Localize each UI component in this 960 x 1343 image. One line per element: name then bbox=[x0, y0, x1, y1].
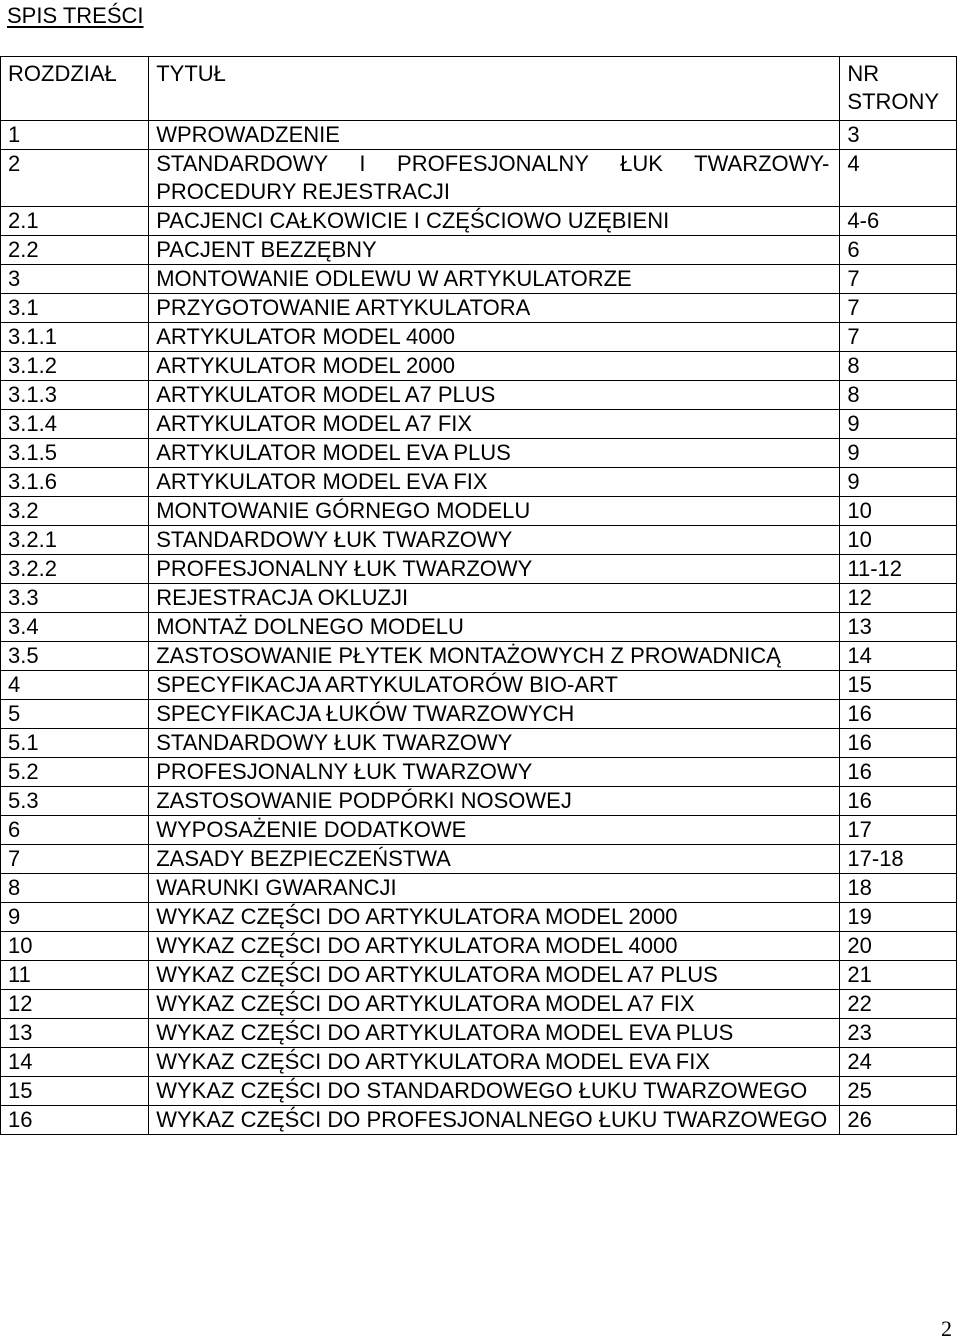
toc-page-number: 6 bbox=[840, 236, 957, 265]
toc-row bbox=[1, 150, 957, 207]
toc-entry-title: PROFESJONALNY ŁUK TWARZOWY bbox=[149, 758, 840, 787]
toc-chapter-number: 5 bbox=[1, 700, 149, 729]
toc-entry-title: WYKAZ CZĘŚCI DO PROFESJONALNEGO ŁUKU TWARZOWEGO bbox=[149, 1106, 840, 1135]
toc-entry-title: WARUNKI GWARANCJI bbox=[149, 874, 840, 903]
toc-chapter-number: 14 bbox=[1, 1048, 149, 1077]
toc-chapter-number: 7 bbox=[1, 845, 149, 874]
toc-entry-title: WYKAZ CZĘŚCI DO ARTYKULATORA MODEL EVA FIX bbox=[149, 1048, 840, 1077]
toc-entry-title: PRZYGOTOWANIE ARTYKULATORA bbox=[149, 294, 840, 323]
toc-chapter-number: 6 bbox=[1, 816, 149, 845]
toc-entry-title: SPECYFIKACJA ARTYKULATORÓW BIO-ART bbox=[149, 671, 840, 700]
toc-row bbox=[1, 758, 957, 787]
toc-row bbox=[1, 671, 957, 700]
page-number: 2 bbox=[941, 1316, 952, 1341]
toc-row bbox=[1, 990, 957, 1019]
toc-chapter-number: 3.1 bbox=[1, 294, 149, 323]
toc-row bbox=[1, 1106, 957, 1135]
toc-entry-title: ZASTOSOWANIE PODPÓRKI NOSOWEJ bbox=[149, 787, 840, 816]
toc-entry-title: MONTOWANIE ODLEWU W ARTYKULATORZE bbox=[149, 265, 840, 294]
toc-page-number: 22 bbox=[840, 990, 957, 1019]
toc-chapter-number: 4 bbox=[1, 671, 149, 700]
toc-chapter-number: 2.2 bbox=[1, 236, 149, 265]
toc-row bbox=[1, 1019, 957, 1048]
toc-page-number: 10 bbox=[840, 526, 957, 555]
toc-entry-title: STANDARDOWY I PROFESJONALNY ŁUK TWARZOWY- PROCEDURY REJESTRACJI bbox=[149, 150, 840, 207]
toc-entry-title: WYPOSAŻENIE DODATKOWE bbox=[149, 816, 840, 845]
toc-page-number: 23 bbox=[840, 1019, 957, 1048]
toc-row bbox=[1, 816, 957, 845]
toc-row bbox=[1, 903, 957, 932]
toc-entry-title: REJESTRACJA OKLUZJI bbox=[149, 584, 840, 613]
toc-chapter-number: 15 bbox=[1, 1077, 149, 1106]
toc-chapter-number: 16 bbox=[1, 1106, 149, 1135]
toc-entry-title: STANDARDOWY ŁUK TWARZOWY bbox=[149, 526, 840, 555]
toc-page-number: 18 bbox=[840, 874, 957, 903]
toc-row bbox=[1, 584, 957, 613]
toc-row bbox=[1, 121, 957, 150]
toc-page-number: 16 bbox=[840, 729, 957, 758]
toc-row bbox=[1, 874, 957, 903]
toc-chapter-number: 11 bbox=[1, 961, 149, 990]
toc-page-number: 4-6 bbox=[840, 207, 957, 236]
toc-row bbox=[1, 1077, 957, 1106]
toc-page-number: 21 bbox=[840, 961, 957, 990]
toc-page-number: 14 bbox=[840, 642, 957, 671]
toc-chapter-number: 3.1.5 bbox=[1, 439, 149, 468]
toc-row bbox=[1, 497, 957, 526]
toc-chapter-number: 3.5 bbox=[1, 642, 149, 671]
header-chapter: ROZDZIAŁ bbox=[1, 57, 149, 121]
toc-row bbox=[1, 729, 957, 758]
toc-page-number: 26 bbox=[840, 1106, 957, 1135]
toc-row bbox=[1, 410, 957, 439]
toc-chapter-number: 10 bbox=[1, 932, 149, 961]
toc-chapter-number: 2 bbox=[1, 150, 149, 207]
toc-chapter-number: 12 bbox=[1, 990, 149, 1019]
toc-chapter-number: 3.1.2 bbox=[1, 352, 149, 381]
toc-chapter-number: 8 bbox=[1, 874, 149, 903]
toc-page-number: 7 bbox=[840, 323, 957, 352]
toc-page-number: 16 bbox=[840, 700, 957, 729]
toc-entry-title: WPROWADZENIE bbox=[149, 121, 840, 150]
toc-row bbox=[1, 613, 957, 642]
toc-entry-title: ARTYKULATOR MODEL A7 PLUS bbox=[149, 381, 840, 410]
toc-chapter-number: 2.1 bbox=[1, 207, 149, 236]
toc-chapter-number: 3.2 bbox=[1, 497, 149, 526]
toc-entry-title: ARTYKULATOR MODEL EVA PLUS bbox=[149, 439, 840, 468]
toc-chapter-number: 3 bbox=[1, 265, 149, 294]
toc-row bbox=[1, 381, 957, 410]
toc-chapter-number: 5.2 bbox=[1, 758, 149, 787]
toc-page-number: 17-18 bbox=[840, 845, 957, 874]
toc-row bbox=[1, 236, 957, 265]
toc-entry-title: PACJENCI CAŁKOWICIE I CZĘŚCIOWO UZĘBIENI bbox=[149, 207, 840, 236]
toc-chapter-number: 3.4 bbox=[1, 613, 149, 642]
toc-row bbox=[1, 961, 957, 990]
toc-chapter-number: 3.1.1 bbox=[1, 323, 149, 352]
toc-page-number: 24 bbox=[840, 1048, 957, 1077]
toc-chapter-number: 5.3 bbox=[1, 787, 149, 816]
toc-row bbox=[1, 845, 957, 874]
toc-body bbox=[1, 57, 957, 1135]
toc-entry-title: WYKAZ CZĘŚCI DO STANDARDOWEGO ŁUKU TWARZOWEGO bbox=[149, 1077, 840, 1106]
toc-page-number: 13 bbox=[840, 613, 957, 642]
toc-row bbox=[1, 207, 957, 236]
toc-page-number: 20 bbox=[840, 932, 957, 961]
toc-row bbox=[1, 439, 957, 468]
toc-page-number: 9 bbox=[840, 439, 957, 468]
toc-row bbox=[1, 352, 957, 381]
toc-header-row bbox=[1, 57, 957, 121]
toc-page-number: 12 bbox=[840, 584, 957, 613]
toc-chapter-number: 13 bbox=[1, 1019, 149, 1048]
toc-page-number: 3 bbox=[840, 121, 957, 150]
toc-page-number: 16 bbox=[840, 787, 957, 816]
toc-page-number: 19 bbox=[840, 903, 957, 932]
toc-page-number: 11-12 bbox=[840, 555, 957, 584]
toc-page-number: 10 bbox=[840, 497, 957, 526]
toc-entry-title: ARTYKULATOR MODEL 4000 bbox=[149, 323, 840, 352]
toc-chapter-number: 9 bbox=[1, 903, 149, 932]
toc-page-number: 4 bbox=[840, 150, 957, 207]
toc-chapter-number: 1 bbox=[1, 121, 149, 150]
toc-page-number: 16 bbox=[840, 758, 957, 787]
toc-entry-title: WYKAZ CZĘŚCI DO ARTYKULATORA MODEL A7 FIX bbox=[149, 990, 840, 1019]
toc-entry-title: SPECYFIKACJA ŁUKÓW TWARZOWYCH bbox=[149, 700, 840, 729]
toc-entry-title: PACJENT BEZZĘBNY bbox=[149, 236, 840, 265]
toc-row bbox=[1, 642, 957, 671]
toc-chapter-number: 3.1.3 bbox=[1, 381, 149, 410]
toc-page-number: 15 bbox=[840, 671, 957, 700]
toc-row bbox=[1, 323, 957, 352]
toc-chapter-number: 3.1.6 bbox=[1, 468, 149, 497]
toc-row bbox=[1, 700, 957, 729]
toc-page-number: 7 bbox=[840, 265, 957, 294]
toc-row bbox=[1, 468, 957, 497]
toc-page-number: 17 bbox=[840, 816, 957, 845]
page-title: SPIS TREŚCI bbox=[7, 3, 144, 28]
toc-row bbox=[1, 526, 957, 555]
toc-page-number: 9 bbox=[840, 410, 957, 439]
toc-row bbox=[1, 1048, 957, 1077]
header-title: TYTUŁ bbox=[149, 57, 840, 121]
toc-entry-title: STANDARDOWY ŁUK TWARZOWY bbox=[149, 729, 840, 758]
toc-entry-title: ZASADY BEZPIECZEŃSTWA bbox=[149, 845, 840, 874]
toc-table bbox=[0, 56, 957, 1135]
toc-row bbox=[1, 555, 957, 584]
toc-entry-title: WYKAZ CZĘŚCI DO ARTYKULATORA MODEL 4000 bbox=[149, 932, 840, 961]
toc-chapter-number: 5.1 bbox=[1, 729, 149, 758]
toc-entry-title: WYKAZ CZĘŚCI DO ARTYKULATORA MODEL 2000 bbox=[149, 903, 840, 932]
toc-entry-title: MONTOWANIE GÓRNEGO MODELU bbox=[149, 497, 840, 526]
toc-page-number: 9 bbox=[840, 468, 957, 497]
toc-row bbox=[1, 294, 957, 323]
toc-entry-title: ZASTOSOWANIE PŁYTEK MONTAŻOWYCH Z PROWADNICĄ bbox=[149, 642, 840, 671]
toc-chapter-number: 3.3 bbox=[1, 584, 149, 613]
toc-entry-title: ARTYKULATOR MODEL A7 FIX bbox=[149, 410, 840, 439]
header-page: NR STRONY bbox=[840, 57, 957, 121]
toc-entry-title: PROFESJONALNY ŁUK TWARZOWY bbox=[149, 555, 840, 584]
toc-page-number: 8 bbox=[840, 381, 957, 410]
toc-entry-title: ARTYKULATOR MODEL 2000 bbox=[149, 352, 840, 381]
toc-entry-title: WYKAZ CZĘŚCI DO ARTYKULATORA MODEL EVA PLUS bbox=[149, 1019, 840, 1048]
toc-entry-title: WYKAZ CZĘŚCI DO ARTYKULATORA MODEL A7 PLUS bbox=[149, 961, 840, 990]
toc-entry-title: ARTYKULATOR MODEL EVA FIX bbox=[149, 468, 840, 497]
toc-page-number: 7 bbox=[840, 294, 957, 323]
toc-page-number: 8 bbox=[840, 352, 957, 381]
toc-entry-title: MONTAŻ DOLNEGO MODELU bbox=[149, 613, 840, 642]
toc-row bbox=[1, 787, 957, 816]
toc-chapter-number: 3.1.4 bbox=[1, 410, 149, 439]
toc-page-number: 25 bbox=[840, 1077, 957, 1106]
toc-row bbox=[1, 265, 957, 294]
toc-chapter-number: 3.2.2 bbox=[1, 555, 149, 584]
toc-chapter-number: 3.2.1 bbox=[1, 526, 149, 555]
toc-row bbox=[1, 932, 957, 961]
